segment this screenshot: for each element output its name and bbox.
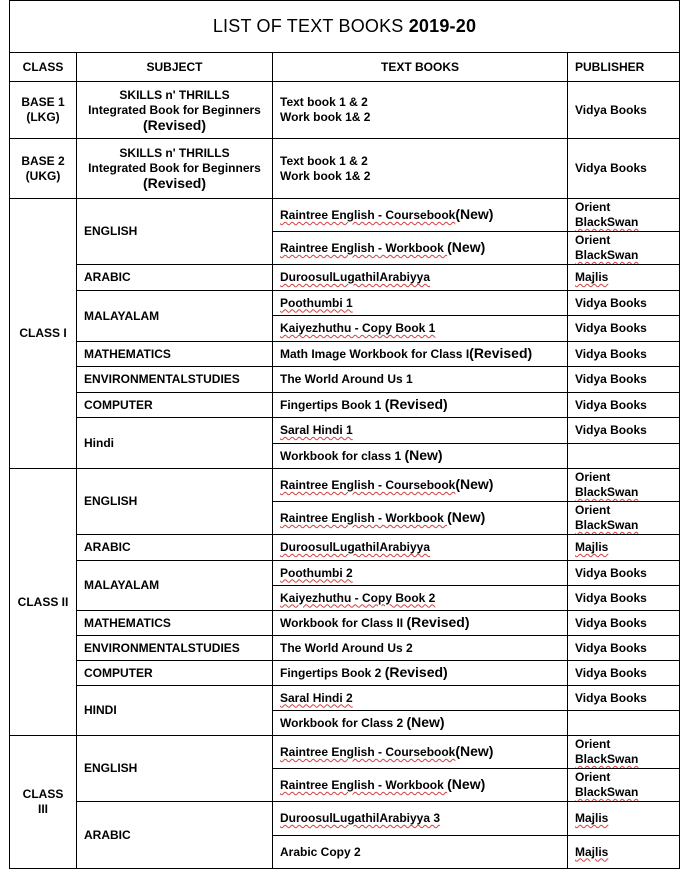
publisher-cell	[568, 444, 680, 469]
publisher-cell: Vidya Books	[568, 561, 680, 586]
book-cell: Saral Hindi 1	[273, 418, 568, 444]
book-cell: Workbook for Class 2 (New)	[273, 711, 568, 736]
table-row	[10, 469, 680, 502]
table-row	[10, 686, 680, 711]
publisher-cell: Orient BlackSwan	[568, 469, 680, 502]
book-cell: Kaiyezhuthu - Copy Book 2	[273, 586, 568, 611]
book-cell: Arabic Copy 2	[273, 836, 568, 869]
textbook-document	[9, 0, 679, 869]
publisher-cell: Majlis	[568, 836, 680, 869]
subject-cell: ENGLISH	[77, 736, 273, 802]
book-cell: Text book 1 & 2 Work book 1& 2	[273, 139, 568, 199]
subject-cell: ENVIRONMENTALSTUDIES	[77, 367, 273, 393]
table-row	[10, 661, 680, 686]
book-cell: Saral Hindi 2	[273, 686, 568, 711]
table-row	[10, 367, 680, 393]
book-cell: Fingertips Book 1 (Revised)	[273, 393, 568, 418]
subject-cell: MALAYALAM	[77, 561, 273, 611]
publisher-cell: Vidya Books	[568, 661, 680, 686]
publisher-cell: Vidya Books	[568, 316, 680, 342]
class-cell: CLASS II	[10, 469, 77, 736]
subject-cell: ENGLISH	[77, 199, 273, 265]
table-row	[10, 82, 680, 139]
subject-cell: ENGLISH	[77, 469, 273, 535]
table-row	[10, 636, 680, 661]
table-row	[10, 393, 680, 418]
publisher-cell: Orient BlackSwan	[568, 199, 680, 232]
class-cell: BASE 1 (LKG)	[10, 82, 77, 139]
book-cell: Raintree English - Coursebook(New)	[273, 199, 568, 232]
publisher-cell: Orient BlackSwan	[568, 232, 680, 265]
subject-cell: ARABIC	[77, 265, 273, 291]
subject-cell: MALAYALAM	[77, 291, 273, 342]
publisher-cell: Vidya Books	[568, 342, 680, 367]
publisher-cell: Vidya Books	[568, 139, 680, 199]
publisher-cell: Orient BlackSwan	[568, 769, 680, 802]
table-row	[10, 561, 680, 586]
subject-cell: HINDI	[77, 686, 273, 736]
publisher-cell	[568, 711, 680, 736]
book-cell: Kaiyezhuthu - Copy Book 1	[273, 316, 568, 342]
class-cell: CLASS III	[10, 736, 77, 869]
subject-cell: COMPUTER	[77, 393, 273, 418]
table-header-row	[10, 53, 680, 82]
book-cell: Raintree English - Workbook (New)	[273, 502, 568, 535]
document-title: LIST OF TEXT BOOKS 2019-20	[10, 1, 680, 53]
table-row	[10, 139, 680, 199]
book-cell: Raintree English - Workbook (New)	[273, 232, 568, 265]
publisher-cell: Majlis	[568, 265, 680, 291]
subject-cell: SKILLS n' THRILLS Integrated Book for Beginners (Revised)	[77, 139, 273, 199]
book-cell: Text book 1 & 2 Work book 1& 2	[273, 82, 568, 139]
table-row	[10, 291, 680, 316]
publisher-cell: Orient BlackSwan	[568, 502, 680, 535]
table-row	[10, 611, 680, 636]
book-cell: Poothumbi 1	[273, 291, 568, 316]
subject-cell: SKILLS n' THRILLS Integrated Book for Beginners (Revised)	[77, 82, 273, 139]
book-cell: Math Image Workbook for Class I(Revised)	[273, 342, 568, 367]
class-cell: CLASS I	[10, 199, 77, 469]
textbook-table	[9, 0, 680, 869]
publisher-cell: Vidya Books	[568, 291, 680, 316]
publisher-cell: Vidya Books	[568, 418, 680, 444]
book-cell: Fingertips Book 2 (Revised)	[273, 661, 568, 686]
book-cell: Raintree English - Coursebook(New)	[273, 736, 568, 769]
publisher-cell: Majlis	[568, 802, 680, 836]
class-cell: BASE 2 (UKG)	[10, 139, 77, 199]
document-year: 2019-20	[408, 16, 477, 36]
publisher-cell: Vidya Books	[568, 393, 680, 418]
subject-cell: MATHEMATICS	[77, 611, 273, 636]
table-row	[10, 802, 680, 836]
table-row	[10, 265, 680, 291]
book-cell: Raintree English - Workbook (New)	[273, 769, 568, 802]
book-cell: Workbook for class 1 (New)	[273, 444, 568, 469]
book-cell: DuroosulLugathilArabiyya	[273, 535, 568, 561]
header-text-books: TEXT BOOKS	[273, 53, 568, 82]
publisher-cell: Vidya Books	[568, 636, 680, 661]
table-row	[10, 736, 680, 769]
subject-cell: COMPUTER	[77, 661, 273, 686]
table-row	[10, 199, 680, 232]
book-cell: DuroosulLugathilArabiyya	[273, 265, 568, 291]
publisher-cell: Vidya Books	[568, 82, 680, 139]
subject-cell: Hindi	[77, 418, 273, 469]
book-cell: Poothumbi 2	[273, 561, 568, 586]
publisher-cell: Orient BlackSwan	[568, 736, 680, 769]
header-publisher: PUBLISHER	[568, 53, 680, 82]
subject-cell: ARABIC	[77, 802, 273, 869]
book-cell: The World Around Us 1	[273, 367, 568, 393]
publisher-cell: Vidya Books	[568, 367, 680, 393]
publisher-cell: Vidya Books	[568, 611, 680, 636]
header-class: CLASS	[10, 53, 77, 82]
table-row	[10, 342, 680, 367]
book-cell: Raintree English - Coursebook(New)	[273, 469, 568, 502]
subject-cell: ARABIC	[77, 535, 273, 561]
publisher-cell: Vidya Books	[568, 686, 680, 711]
book-cell: The World Around Us 2	[273, 636, 568, 661]
table-row	[10, 535, 680, 561]
publisher-cell: Majlis	[568, 535, 680, 561]
book-cell: DuroosulLugathilArabiyya 3	[273, 802, 568, 836]
subject-cell: MATHEMATICS	[77, 342, 273, 367]
publisher-cell: Vidya Books	[568, 586, 680, 611]
subject-cell: ENVIRONMENTALSTUDIES	[77, 636, 273, 661]
header-subject: SUBJECT	[77, 53, 273, 82]
table-row	[10, 418, 680, 444]
book-cell: Workbook for Class II (Revised)	[273, 611, 568, 636]
